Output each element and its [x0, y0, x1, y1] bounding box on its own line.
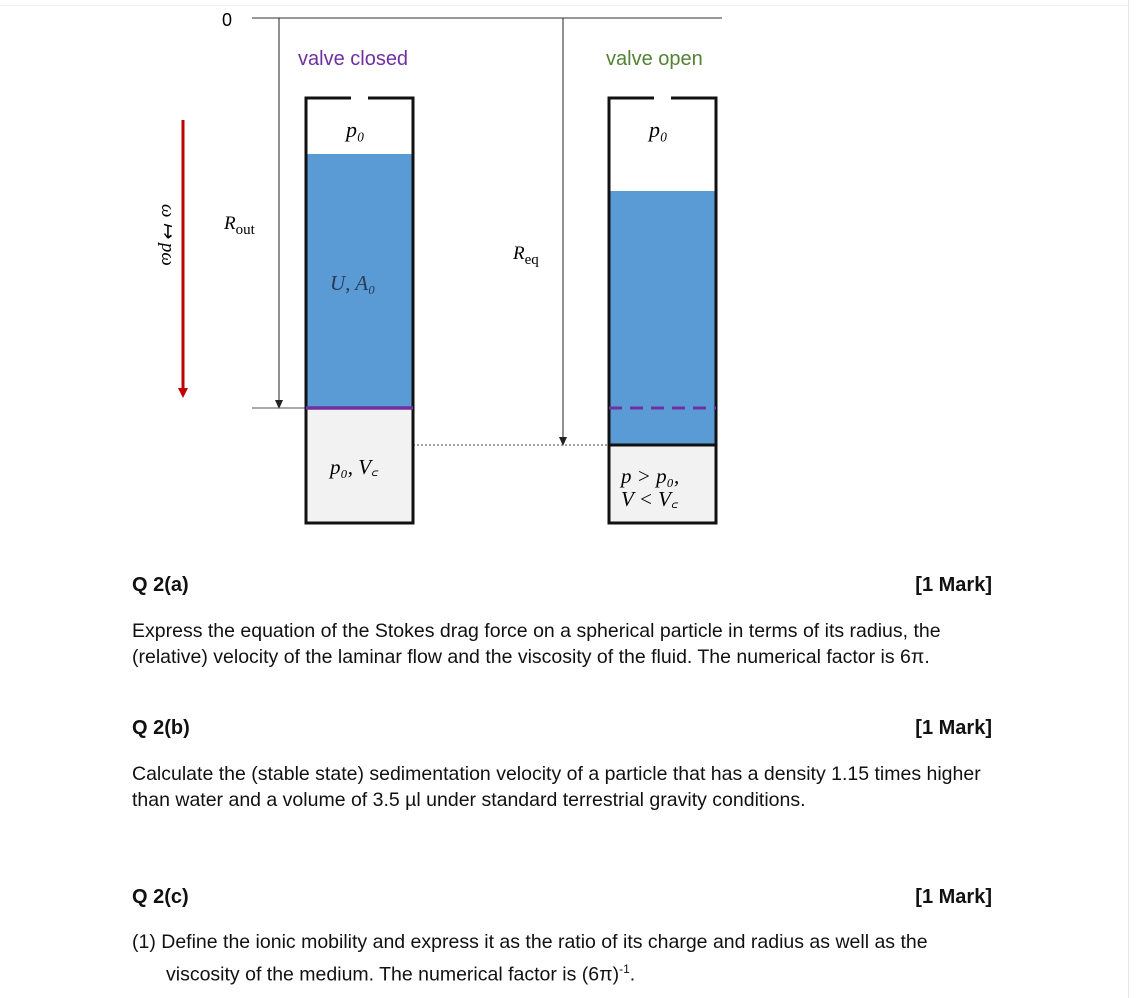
question-a-id: Q 2(a): [132, 574, 189, 596]
question-b-id: Q 2(b): [132, 717, 190, 739]
question-c-item-sup: -1: [619, 962, 630, 976]
question-c-item-end: .: [629, 963, 636, 986]
question-b-header: [132, 717, 992, 740]
r-eq-label: $R_{eq}$: [513, 243, 539, 268]
question-c-header: [132, 886, 992, 909]
question-b-body: Calculate the (stable state) sedimentation velocity of a particle that has a density 1.15 times higher than water and a volume of 3.5 µl under standard terrestrial gravity conditions.: [132, 763, 981, 811]
right-tube-bottom-line2: V < V꜀: [621, 487, 679, 511]
left-tube-liquid-label: U, A₀: [330, 271, 376, 295]
r-out-label: $R_{out}$: [224, 213, 255, 238]
right-tube-title: valve open: [606, 48, 703, 70]
question-b-mark: [1 Mark]: [915, 717, 992, 739]
question-c-id: Q 2(c): [132, 886, 189, 908]
question-c-mark: [1 Mark]: [915, 886, 992, 908]
right-tube-gas: [609, 98, 716, 191]
left-tube-title: valve closed: [298, 48, 409, 70]
right-tube-gas-label: p₀: [649, 117, 668, 142]
left-tube-bottom-label: p₀, V꜀: [330, 455, 379, 479]
question-c-item: [132, 929, 992, 989]
omega-arrow-head: [178, 388, 188, 398]
left-tube-gas-label: p₀: [346, 117, 365, 142]
question-a-body: Express the equation of the Stokes drag force on a spherical particle in terms of its radius, the (relative) velocity of the laminar flow and the viscosity of the fluid. The numerical factor is 6π.: [132, 620, 941, 668]
omega-label: ω ↦ pω: [157, 204, 178, 266]
axis-zero-label: 0: [222, 10, 233, 30]
question-c-item-text: (1) Define the ionic mobility and express it as the ratio of its charge and radius as well as the viscosity of the medium. The numerical factor is (6π): [132, 931, 928, 986]
right-tube-bottom-line1: p > p₀,: [621, 464, 680, 488]
question-a-header: [132, 574, 992, 597]
question-a-mark: [1 Mark]: [915, 574, 992, 596]
